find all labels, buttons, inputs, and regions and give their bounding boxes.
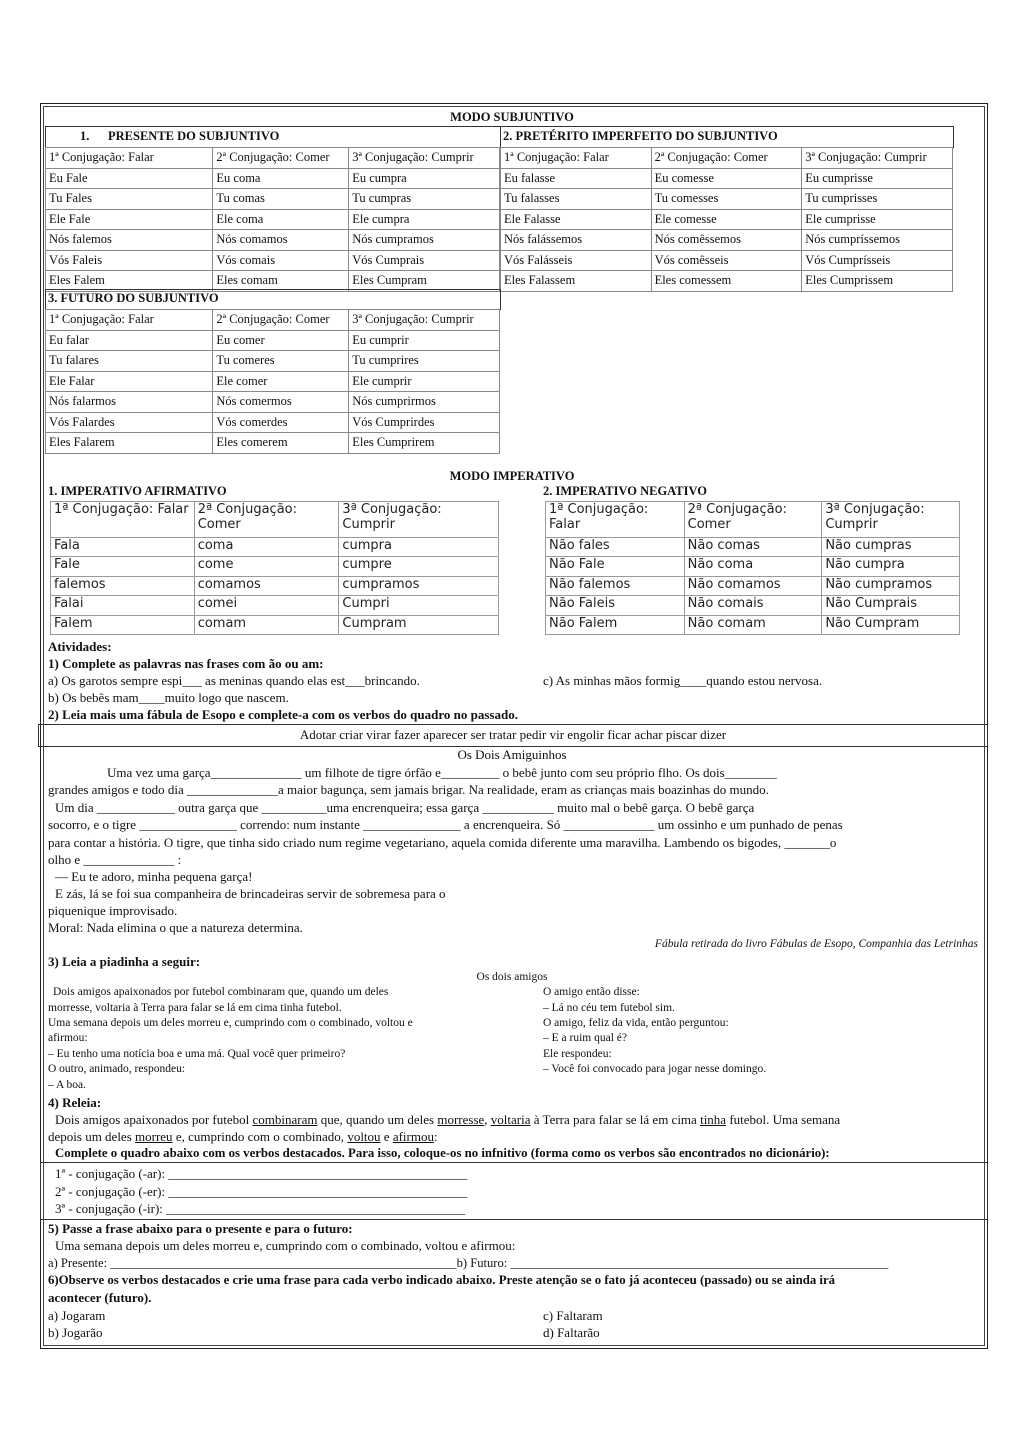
joke-title: Os dois amigos (476, 971, 548, 983)
conjugation-ar[interactable]: 1ª - conjugação (-ar): ______________________________________________ (55, 1166, 468, 1181)
table-cell: Ele comer (213, 371, 349, 392)
futuro-table (45, 309, 500, 454)
table-header-cell: 1ª Conjugação: Falar (546, 502, 685, 538)
table-cell: Eu cumprisse (802, 168, 953, 189)
table-cell: Eu cumprir (349, 330, 500, 351)
table-cell: Não comas (684, 538, 822, 557)
table-cell: Vós Falardes (46, 412, 213, 433)
table-cell: Não fales (546, 538, 685, 557)
conjugation-ir[interactable]: 3ª - conjugação (-ir): ______________________________________________ (55, 1201, 466, 1216)
table-cell: come (194, 557, 339, 576)
table-cell: Eu Fale (46, 168, 213, 189)
joke-right-line: – Você foi convocado para jogar nesse domingo. (543, 1063, 767, 1075)
table-cell: Ele cumprir (349, 371, 500, 392)
conjugation-er[interactable]: 2ª - conjugação (-er): ______________________________________________ (55, 1184, 468, 1199)
table-row (501, 271, 953, 292)
futuro-title: 3. FUTURO DO SUBJUNTIVO (48, 291, 219, 305)
fable-line: Um dia ____________ outra garça que __________uma encrenqueira; essa garça ___________ muito mal o bebê garça. O bebê garça (55, 800, 755, 815)
table-row (546, 576, 960, 595)
presente-number: 1. (80, 129, 90, 143)
q4-highlight: afirmou (392, 1129, 434, 1144)
table-row (46, 168, 500, 189)
afirmativo-table (50, 501, 499, 635)
table-cell: Ele Falar (46, 371, 213, 392)
table-row (46, 189, 500, 210)
table-header-cell: 3ª Conjugação: Cumprir (339, 502, 499, 538)
joke-right-line: – E a ruim qual é? (543, 1032, 627, 1044)
q1-item-c: c) As minhas mãos formig____quando estou nervosa. (543, 673, 823, 688)
subjuntivo-title: MODO SUBJUNTIVO (450, 110, 574, 124)
table-cell: Eles Cumpram (349, 271, 500, 292)
fable-line: grandes amigos e todo dia ______________a maior bagunça, sem jamais brigar. Na realidade, eram as crianças mais boazinhas do mundo. (48, 782, 769, 797)
table-header-cell: 2ª Conjugação: Comer (213, 310, 349, 331)
table-cell: Eles Cumprirem (349, 433, 500, 454)
table-header-cell: 3ª Conjugação: Cumprir (349, 148, 500, 169)
table-header-row (46, 310, 500, 331)
table-cell: Tu falares (46, 351, 213, 372)
q4-text: futebol. Uma semana (726, 1112, 841, 1127)
joke-right-line: O amigo então disse: (543, 986, 640, 998)
table-cell: Tu falasses (501, 189, 652, 210)
q4-text: que, quando um deles (317, 1112, 438, 1127)
q4-highlight: combinaram (252, 1112, 318, 1127)
table-cell: Nós comermos (213, 392, 349, 413)
joke-left-line: – A boa. (48, 1079, 87, 1091)
joke-left-line: Uma semana depois um deles morreu e, cumprindo com o combinado, voltou e (48, 1017, 413, 1029)
table-cell: comei (194, 596, 339, 615)
table-cell: Vós Cumprais (349, 250, 500, 271)
table-cell: Não Fale (546, 557, 685, 576)
table-header-cell: 2ª Conjugação: Comer (684, 502, 822, 538)
table-row (501, 250, 953, 271)
table-cell: Não Falem (546, 615, 685, 634)
table-row (46, 330, 500, 351)
table-cell: Cumpram (339, 615, 499, 634)
table-row (46, 433, 500, 454)
table-cell: Eu coma (213, 168, 349, 189)
q4-highlight: voltaria (490, 1112, 531, 1127)
table-cell: Eu cumpra (349, 168, 500, 189)
table-cell: Vós Cumprirdes (349, 412, 500, 433)
atividades-title: Atividades: (48, 639, 112, 654)
table-cell: Não cumpramos (822, 576, 960, 595)
afirmativo-title: 1. IMPERATIVO AFIRMATIVO (48, 484, 227, 498)
q4-instruction: Complete o quadro abaixo com os verbos destacados. Para isso, coloque-os no infnitivo (forma como os verbos são encontrados no dicionário): (55, 1146, 830, 1160)
negativo-table (545, 501, 960, 635)
fable-line: E zás, lá se foi sua companheira de brincadeiras servir de sobremesa para o (55, 886, 446, 901)
q3-title: 3) Leia a piadinha a seguir: (48, 954, 201, 969)
table-header-cell: 2ª Conjugação: Comer (651, 148, 802, 169)
table-header-cell: 3ª Conjugação: Cumprir (349, 310, 500, 331)
table-cell: Não cumpra (822, 557, 960, 576)
joke-right-line: O amigo, feliz da vida, então perguntou: (543, 1017, 729, 1029)
q4-text: Dois amigos apaixonados por futebol (55, 1112, 253, 1127)
table-header-cell: 1ª Conjugação: Falar (46, 310, 213, 331)
fable-line: Moral: Nada elimina o que a natureza determina. (48, 920, 303, 935)
table-header-cell: 1ª Conjugação: Falar (51, 502, 195, 538)
table-cell: Eles Cumprissem (802, 271, 953, 292)
table-cell: Tu comeres (213, 351, 349, 372)
table-row (546, 538, 960, 557)
table-row (46, 412, 500, 433)
table-cell: Tu cumprires (349, 351, 500, 372)
q4-paragraph-line1 (55, 1111, 840, 1128)
q6-item-d: d) Faltarão (543, 1325, 600, 1340)
preterito-title: 2. PRETÉRITO IMPERFEITO DO SUBJUNTIVO (503, 129, 778, 143)
table-cell: Não falemos (546, 576, 685, 595)
table-header-row (46, 148, 500, 169)
q6-item-b: b) Jogarão (48, 1325, 103, 1340)
q4-highlight: voltou (347, 1129, 381, 1144)
table-cell: Nós comamos (213, 230, 349, 251)
table-row (501, 189, 953, 210)
table-cell: Tu Fales (46, 189, 213, 210)
q6-item-a: a) Jogaram (48, 1308, 106, 1323)
fable-line: olho e ______________ : (48, 852, 182, 867)
presente-title: PRESENTE DO SUBJUNTIVO (108, 129, 280, 143)
joke-right-line: Ele respondeu: (543, 1048, 612, 1060)
table-header-cell: 3ª Conjugação: Cumprir (822, 502, 960, 538)
table-row (46, 250, 500, 271)
table-cell: Eu falar (46, 330, 213, 351)
table-row (46, 271, 500, 292)
table-row (546, 615, 960, 634)
verbs-list: Adotar criar virar fazer aparecer ser tratar pedir vir engolir ficar achar piscar dizer (299, 727, 727, 742)
joke-left-line: morresse, voltaria à Terra para falar se lá em cima tinha futebol. (48, 1002, 342, 1014)
table-header-cell: 2ª Conjugação: Comer (194, 502, 339, 538)
table-cell: Eu falasse (501, 168, 652, 189)
table-cell: Vós Faleis (46, 250, 213, 271)
table-cell: Ele Falasse (501, 209, 652, 230)
q4-text: , (484, 1112, 491, 1127)
table-row (501, 168, 953, 189)
table-header-row (546, 502, 960, 538)
table-cell: Fale (51, 557, 195, 576)
table-cell: Nós cumprirmos (349, 392, 500, 413)
table-cell: Tu cumpras (349, 189, 500, 210)
table-row (51, 615, 499, 634)
table-cell: Vós Falásseis (501, 250, 652, 271)
table-cell: comamos (194, 576, 339, 595)
table-row (46, 351, 500, 372)
table-cell: Ele cumpra (349, 209, 500, 230)
table-cell: Fala (51, 538, 195, 557)
table-row (501, 230, 953, 251)
table-row (51, 538, 499, 557)
table-row (501, 209, 953, 230)
negativo-title: 2. IMPERATIVO NEGATIVO (543, 484, 707, 498)
table-cell: Não cumpras (822, 538, 960, 557)
q6-item-c: c) Faltaram (543, 1308, 603, 1323)
table-header-row (501, 148, 953, 169)
table-row (46, 230, 500, 251)
q5-title: 5) Passe a frase abaixo para o presente e para o futuro: (48, 1221, 353, 1236)
table-cell: Vós comêsseis (651, 250, 802, 271)
table-cell: Vós Cumprísseis (802, 250, 953, 271)
q4-text: à Terra para falar se lá em cima (530, 1112, 701, 1127)
presente-table (45, 147, 500, 292)
table-cell: Ele cumprisse (802, 209, 953, 230)
table-cell: Nós falarmos (46, 392, 213, 413)
q1-item-a: a) Os garotos sempre espi___ as meninas quando elas est___brincando. (48, 673, 420, 688)
q4-text: e (380, 1129, 393, 1144)
fable-line: para contar a história. O tigre, que tinha sido criado num regime vegetariano, aquela comida diferente uma maravilha. Lambendo os bigodes, _______o (48, 835, 837, 850)
table-cell: Nós cumpramos (349, 230, 500, 251)
table-cell: Nós falássemos (501, 230, 652, 251)
table-cell: cumpramos (339, 576, 499, 595)
fable-line: — Eu te adoro, minha pequena garça! (55, 869, 253, 884)
table-row (46, 209, 500, 230)
table-cell: comam (194, 615, 339, 634)
joke-left-line: – Eu tenho uma notícia boa e uma má. Qual você quer primeiro? (48, 1048, 346, 1060)
table-header-cell: 2ª Conjugação: Comer (213, 148, 349, 169)
table-cell: Vós comerdes (213, 412, 349, 433)
fable-title: Os Dois Amiguinhos (457, 747, 567, 762)
table-cell: Eu comer (213, 330, 349, 351)
table-cell: Ele coma (213, 209, 349, 230)
preterito-table (500, 147, 953, 292)
q4-title: 4) Releia: (48, 1095, 102, 1110)
table-header-cell: 1ª Conjugação: Falar (501, 148, 652, 169)
table-cell: Nós falemos (46, 230, 213, 251)
q4-highlight: morreu (135, 1129, 173, 1144)
table-cell: Eles Falarem (46, 433, 213, 454)
imperativo-title: MODO IMPERATIVO (449, 469, 575, 483)
q4-text: : (433, 1129, 438, 1144)
table-cell: Vós comais (213, 250, 349, 271)
table-cell: Eles comerem (213, 433, 349, 454)
table-cell: Ele Fale (46, 209, 213, 230)
table-cell: Não comais (684, 596, 822, 615)
table-row (51, 596, 499, 615)
q4-paragraph-line2 (48, 1128, 438, 1145)
q6-title-line2: acontecer (futuro). (48, 1290, 152, 1305)
table-header-row (51, 502, 499, 538)
table-cell: Ele comesse (651, 209, 802, 230)
q5-answers[interactable]: a) Presente: _______________________________________________________b) Futuro: ____________________________________________________________ (48, 1256, 889, 1270)
table-cell: Não comam (684, 615, 822, 634)
q4-text: e, cumprindo com o combinado, (172, 1129, 348, 1144)
table-cell: Não Cumprais (822, 596, 960, 615)
joke-left-line: afirmou: (48, 1032, 88, 1044)
table-cell: Não Faleis (546, 596, 685, 615)
table-cell: Não Cumpram (822, 615, 960, 634)
table-row (51, 576, 499, 595)
table-cell: Falem (51, 615, 195, 634)
fable-line: socorro, e o tigre _______________ correndo: num instante _______________ a encrenqueira. Só ______________ um ossinho e um punhado de penas (48, 817, 843, 832)
q4-highlight: tinha (700, 1112, 727, 1127)
table-cell: cumpra (339, 538, 499, 557)
q4-highlight: morresse (437, 1112, 485, 1127)
q6-title-line1: 6)Observe os verbos destacados e crie uma frase para cada verbo indicado abaixo. Preste atenção se o fato já aconteceu (passado) ou se ainda irá (48, 1273, 836, 1287)
table-cell: Eles Falem (46, 271, 213, 292)
table-cell: Eles comam (213, 271, 349, 292)
table-cell: Não coma (684, 557, 822, 576)
table-row (546, 596, 960, 615)
table-cell: coma (194, 538, 339, 557)
table-row (46, 371, 500, 392)
table-row (546, 557, 960, 576)
table-cell: Falai (51, 596, 195, 615)
table-cell: Nós comêssemos (651, 230, 802, 251)
table-row (46, 392, 500, 413)
table-cell: Tu cumprisses (802, 189, 953, 210)
table-cell: Não comamos (684, 576, 822, 595)
q4-text: depois um deles (48, 1129, 136, 1144)
table-cell: Tu comas (213, 189, 349, 210)
table-cell: Eles comessem (651, 271, 802, 292)
table-header-cell: 1ª Conjugação: Falar (46, 148, 213, 169)
fable-line: Uma vez uma garça______________ um filhote de tigre órfão e_________ o bebê junto com seu próprio flho. Os dois________ (107, 765, 777, 780)
table-header-cell: 3ª Conjugação: Cumprir (802, 148, 953, 169)
fable-line: piquenique improvisado. (48, 903, 178, 918)
table-cell: falemos (51, 576, 195, 595)
table-cell: Eles Falassem (501, 271, 652, 292)
table-cell: Tu comesses (651, 189, 802, 210)
table-row (51, 557, 499, 576)
q1-title: 1) Complete as palavras nas frases com ão ou am: (48, 656, 324, 671)
q2-title: 2) Leia mais uma fábula de Esopo e complete-a com os verbos do quadro no passado. (48, 707, 518, 722)
table-cell: Nós cumpríssemos (802, 230, 953, 251)
q1-item-b: b) Os bebês mam____muito logo que nascem. (48, 690, 289, 705)
q5-sentence: Uma semana depois um deles morreu e, cumprindo com o combinado, voltou e afirmou: (55, 1238, 516, 1253)
joke-left-line: Dois amigos apaixonados por futebol combinaram que, quando um deles (53, 986, 389, 998)
table-cell: Eu comesse (651, 168, 802, 189)
joke-right-line: – Lá no céu tem futebol sim. (543, 1002, 675, 1014)
joke-left-line: O outro, animado, respondeu: (48, 1063, 186, 1075)
table-cell: Cumpri (339, 596, 499, 615)
table-cell: cumpre (339, 557, 499, 576)
fable-source: Fábula retirada do livro Fábulas de Esopo, Companhia das Letrinhas (654, 938, 978, 950)
